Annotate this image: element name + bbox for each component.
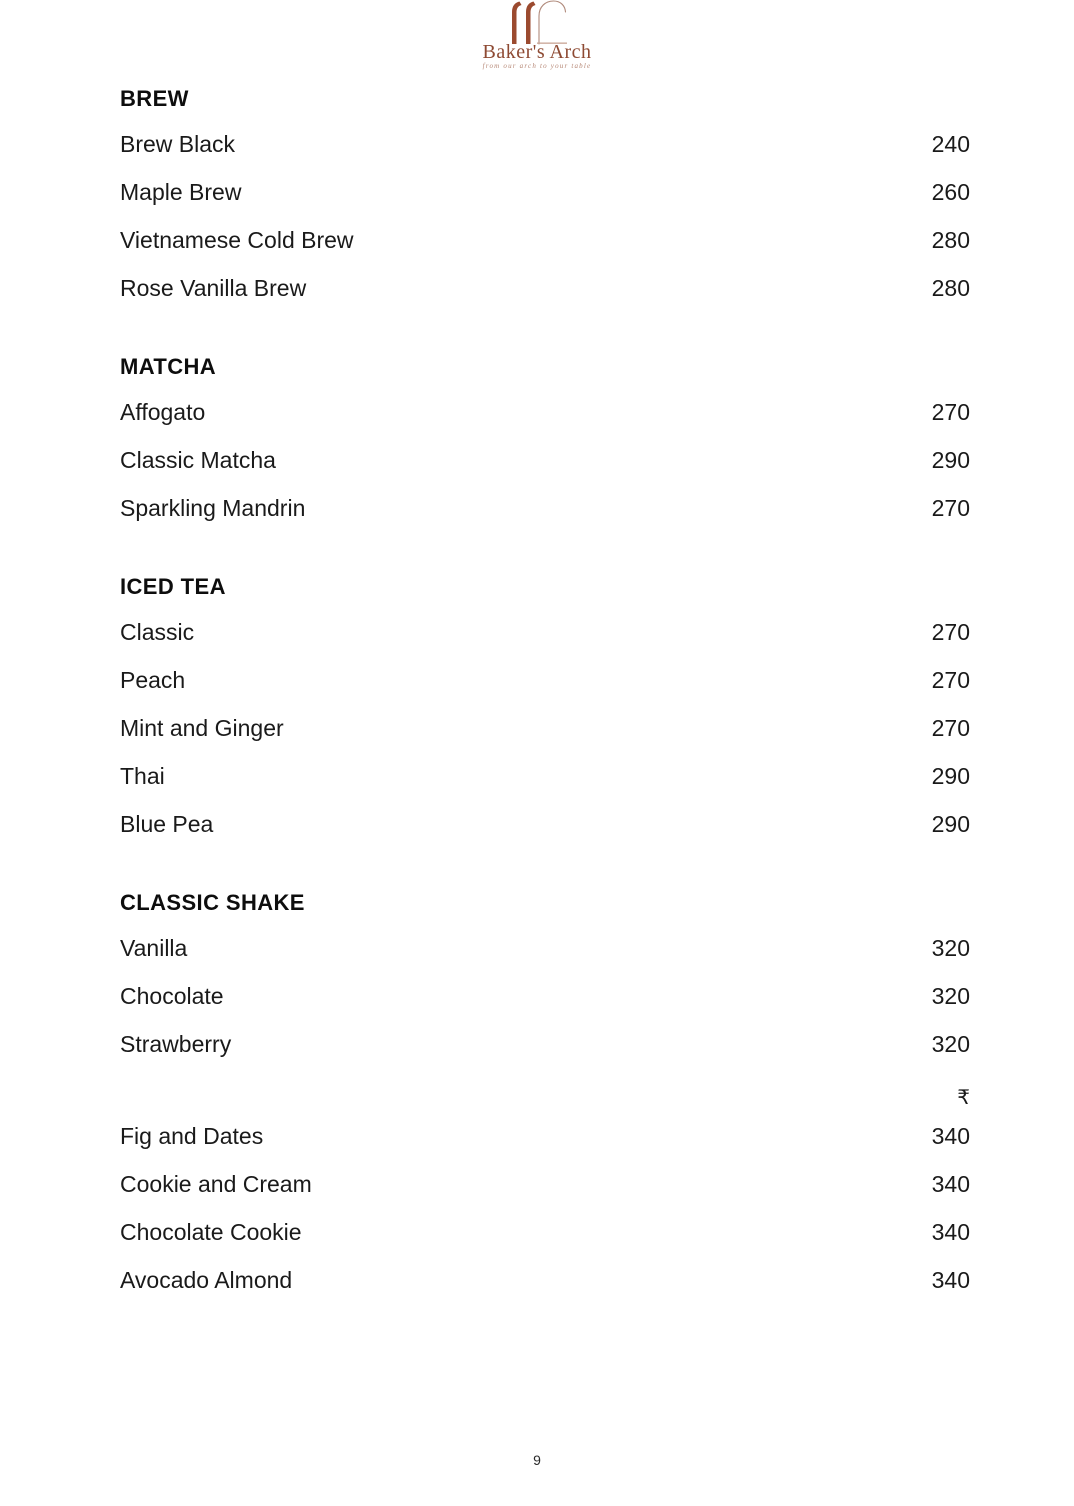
menu-item-row bbox=[120, 704, 970, 752]
menu-item-name: Brew Black bbox=[120, 131, 236, 157]
menu-item-row bbox=[120, 924, 970, 972]
menu-item-price: 270 bbox=[931, 619, 970, 645]
menu-item-name: Fig and Dates bbox=[120, 1123, 264, 1149]
menu-item-name: Vanilla bbox=[120, 935, 188, 961]
menu-item-name: Sparkling Mandrin bbox=[120, 495, 306, 521]
menu-item-row bbox=[120, 752, 970, 800]
menu-section-classic-shake bbox=[120, 892, 970, 1304]
menu-item-price: 240 bbox=[931, 131, 970, 157]
menu-item-price: 270 bbox=[931, 399, 970, 425]
section-title: ICED TEA bbox=[120, 574, 226, 599]
menu-section-brew bbox=[120, 88, 970, 312]
menu-item-price: 320 bbox=[931, 1031, 970, 1057]
menu-item-row bbox=[120, 120, 970, 168]
menu-item-price: 280 bbox=[931, 275, 970, 301]
menu-item-price: 340 bbox=[931, 1123, 970, 1149]
menu-item-name: Avocado Almond bbox=[120, 1267, 293, 1293]
menu-item-row bbox=[120, 1020, 970, 1068]
brand-tagline: from our arch to your table bbox=[482, 62, 592, 70]
menu-item-price: 320 bbox=[931, 935, 970, 961]
menu-item-price: 290 bbox=[931, 447, 970, 473]
menu-item-price: 270 bbox=[931, 715, 970, 741]
menu-item-row bbox=[120, 1112, 970, 1160]
menu-item-row bbox=[120, 484, 970, 532]
menu-item-row bbox=[120, 656, 970, 704]
menu-sections bbox=[120, 88, 970, 1304]
menu-item-price: 270 bbox=[931, 667, 970, 693]
menu-item-row bbox=[120, 1208, 970, 1256]
menu-section-iced-tea bbox=[120, 576, 970, 848]
section-title: MATCHA bbox=[120, 354, 217, 379]
menu-item-row bbox=[120, 1256, 970, 1304]
menu-item-price: 270 bbox=[931, 495, 970, 521]
menu-item-row bbox=[120, 1160, 970, 1208]
page-number: 9 bbox=[533, 1452, 541, 1468]
currency-header-row bbox=[120, 1068, 970, 1112]
menu-item-row bbox=[120, 800, 970, 848]
brand-name: Baker's Arch bbox=[482, 41, 592, 63]
menu-item-name: Blue Pea bbox=[120, 811, 214, 837]
menu-item-row bbox=[120, 168, 970, 216]
menu-item-name: Rose Vanilla Brew bbox=[120, 275, 307, 301]
menu-item-name: Chocolate Cookie bbox=[120, 1219, 302, 1245]
menu-item-name: Peach bbox=[120, 667, 186, 693]
arch-logo-icon bbox=[482, 0, 592, 46]
menu-item-price: 340 bbox=[931, 1171, 970, 1197]
menu-item-name: Thai bbox=[120, 763, 165, 789]
section-title: CLASSIC SHAKE bbox=[120, 890, 305, 915]
section-title: BREW bbox=[120, 86, 189, 111]
menu-item-name: Classic bbox=[120, 619, 195, 645]
menu-item-price: 340 bbox=[931, 1267, 970, 1293]
menu-item-price: 320 bbox=[931, 983, 970, 1009]
menu-item-name: Affogato bbox=[120, 399, 206, 425]
menu-item-row bbox=[120, 608, 970, 656]
menu-item-name: Mint and Ginger bbox=[120, 715, 284, 741]
menu-item-row bbox=[120, 216, 970, 264]
menu-item-price: 290 bbox=[931, 763, 970, 789]
menu-item-name: Chocolate bbox=[120, 983, 224, 1009]
menu-item-row bbox=[120, 972, 970, 1020]
menu-item-row bbox=[120, 264, 970, 312]
menu-item-name: Vietnamese Cold Brew bbox=[120, 227, 354, 253]
menu-item-name: Strawberry bbox=[120, 1031, 232, 1057]
brand-logo bbox=[0, 0, 1074, 78]
menu-item-row bbox=[120, 388, 970, 436]
menu-item-name: Classic Matcha bbox=[120, 447, 276, 473]
menu-item-price: 290 bbox=[931, 811, 970, 837]
menu-item-row bbox=[120, 436, 970, 484]
rupee-icon: ₹ bbox=[957, 1087, 970, 1109]
menu-item-name: Maple Brew bbox=[120, 179, 242, 205]
menu-section-matcha bbox=[120, 356, 970, 532]
menu-item-price: 280 bbox=[931, 227, 970, 253]
menu-item-name: Cookie and Cream bbox=[120, 1171, 312, 1197]
menu-item-price: 260 bbox=[931, 179, 970, 205]
menu-item-price: 340 bbox=[931, 1219, 970, 1245]
